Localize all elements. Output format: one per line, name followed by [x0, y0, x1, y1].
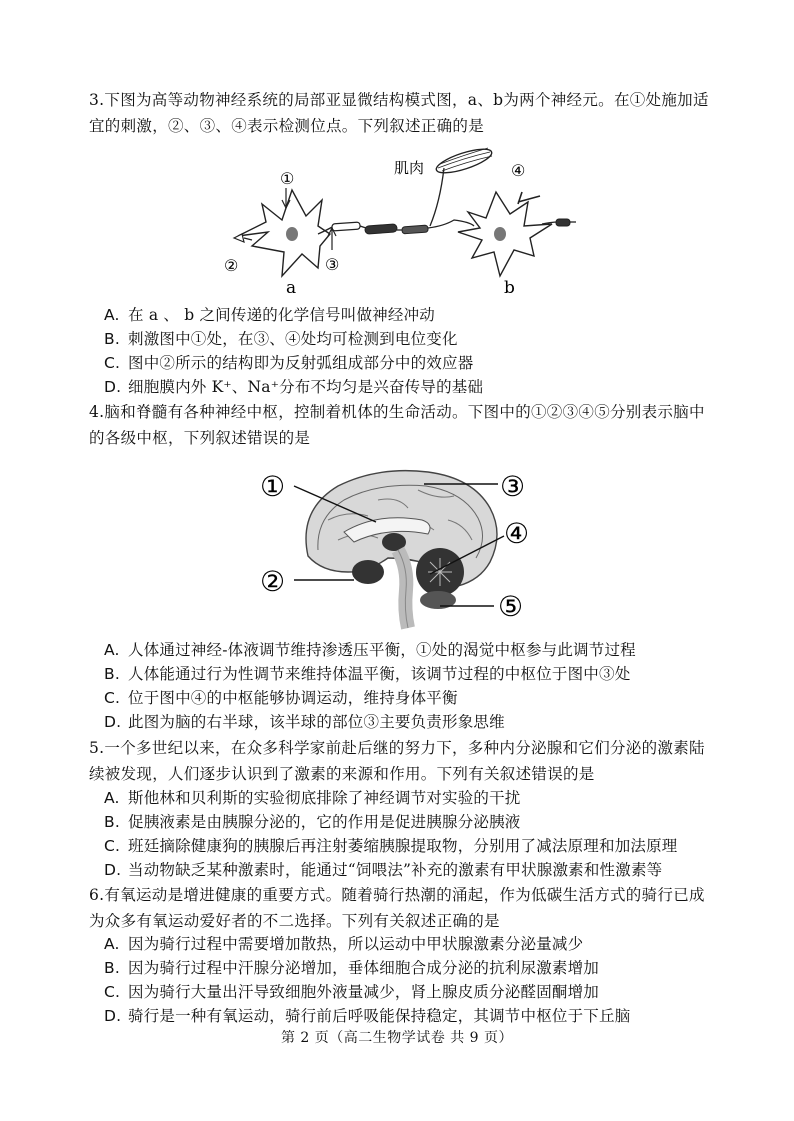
q5-stem: 5.一个多世纪以来，在众多科学家前赴后继的努力下，多种内分泌腺和它们分泌的激素陆续被发现，人们逐步认识到了激素的来源和作用。下列有关叙述错误的是	[89, 739, 705, 783]
brain-label-2: ②	[260, 565, 286, 598]
q4-stem: 4.脑和脊髓有各种神经中枢，控制着机体的生命活动。下图中的①②③④⑤分别表示脑中的各级中枢，下列叙述错误的是	[89, 403, 705, 447]
brain-shape	[306, 471, 497, 628]
q6-stem: 6.有氧运动是增进健康的重要方式。随着骑行热潮的涌起，作为低碳生活方式的骑行已成为众多有氧运动爱好者的不二选择。下列有关叙述正确的是	[89, 886, 705, 930]
q4-option-b: B. 人体能通过行为性调节来维持体温平衡，该调节过程的中枢位于图中③处	[104, 665, 631, 683]
q6-option-c: C. 因为骑行大量出汗导致细胞外液量减少，肾上腺皮质分泌醛固酮增加	[104, 983, 600, 1001]
q3-option-d: D. 细胞膜内外 K⁺、Na⁺分布不均匀是兴奋传导的基础	[104, 378, 484, 396]
q5-option-b: B. 促胰液素是由胰腺分泌的，它的作用是促进胰腺分泌胰液	[104, 813, 521, 831]
q5-option-a: A. 斯他林和贝利斯的实验彻底排除了神经调节对实验的干扰	[104, 789, 521, 807]
muscle-label: 肌肉	[394, 159, 425, 177]
q3-option-b: B. 刺激图中①处，在③、④处均可检测到电位变化	[104, 330, 458, 348]
site-3-label: ③	[325, 255, 340, 274]
neuron-b-label: b	[504, 278, 515, 298]
site-2-label: ②	[224, 256, 239, 275]
q5-option-c: C. 班廷摘除健康狗的胰腺后再注射萎缩胰腺提取物，分别用了减法原理和加法原理	[104, 837, 678, 855]
site-4-label: ④	[511, 161, 526, 180]
site-1-label: ①	[280, 169, 295, 188]
brain-diagram	[258, 460, 538, 630]
q4-option-d: D. 此图为脑的右半球，该半球的部位③主要负责形象思维	[104, 713, 505, 731]
neuron-diagram	[222, 142, 582, 300]
brain-label-4: ④	[504, 517, 530, 550]
q4-brain-figure	[258, 460, 538, 630]
brain-label-3: ③	[500, 470, 526, 503]
brain-label-1: ①	[260, 470, 286, 503]
q3-neuron-figure	[222, 142, 582, 300]
q5-option-d: D. 当动物缺乏某种激素时，能通过“饲喂法”补充的激素有甲状腺激素和性激素等	[104, 861, 663, 879]
q6-option-a: A. 因为骑行过程中需要增加散热，所以运动中甲状腺激素分泌量减少	[104, 935, 584, 953]
q6-option-b: B. 因为骑行过程中汗腺分泌增加，垂体细胞合成分泌的抗利尿激素增加	[104, 959, 600, 977]
q4-option-a: A. 人体通过神经-体液调节维持渗透压平衡，①处的渴觉中枢参与此调节过程	[104, 641, 636, 659]
neuron-a-label: a	[286, 278, 297, 298]
q3-stem: 3.下图为高等动物神经系统的局部亚显微结构模式图，a、b为两个神经元。在①处施加适宜的刺激，②、③、④表示检测位点。下列叙述正确的是	[89, 91, 709, 135]
page-footer: 第 2 页（高二生物学试卷 共 9 页）	[280, 1030, 514, 1046]
brain-label-5: ⑤	[498, 590, 524, 623]
neuron-b	[458, 192, 552, 276]
q6-option-d: D. 骑行是一种有氧运动，骑行前后呼吸能保持稳定，其调节中枢位于下丘脑	[104, 1007, 631, 1025]
q3-option-a: A. 在 a 、 b 之间传递的化学信号叫做神经冲动	[104, 306, 435, 324]
q3-option-c: C. 图中②所示的结构即为反射弧组成部分中的效应器	[104, 354, 474, 372]
q4-option-c: C. 位于图中④的中枢能够协调运动，维持身体平衡	[104, 689, 458, 707]
electrode-2-icon	[234, 234, 244, 242]
